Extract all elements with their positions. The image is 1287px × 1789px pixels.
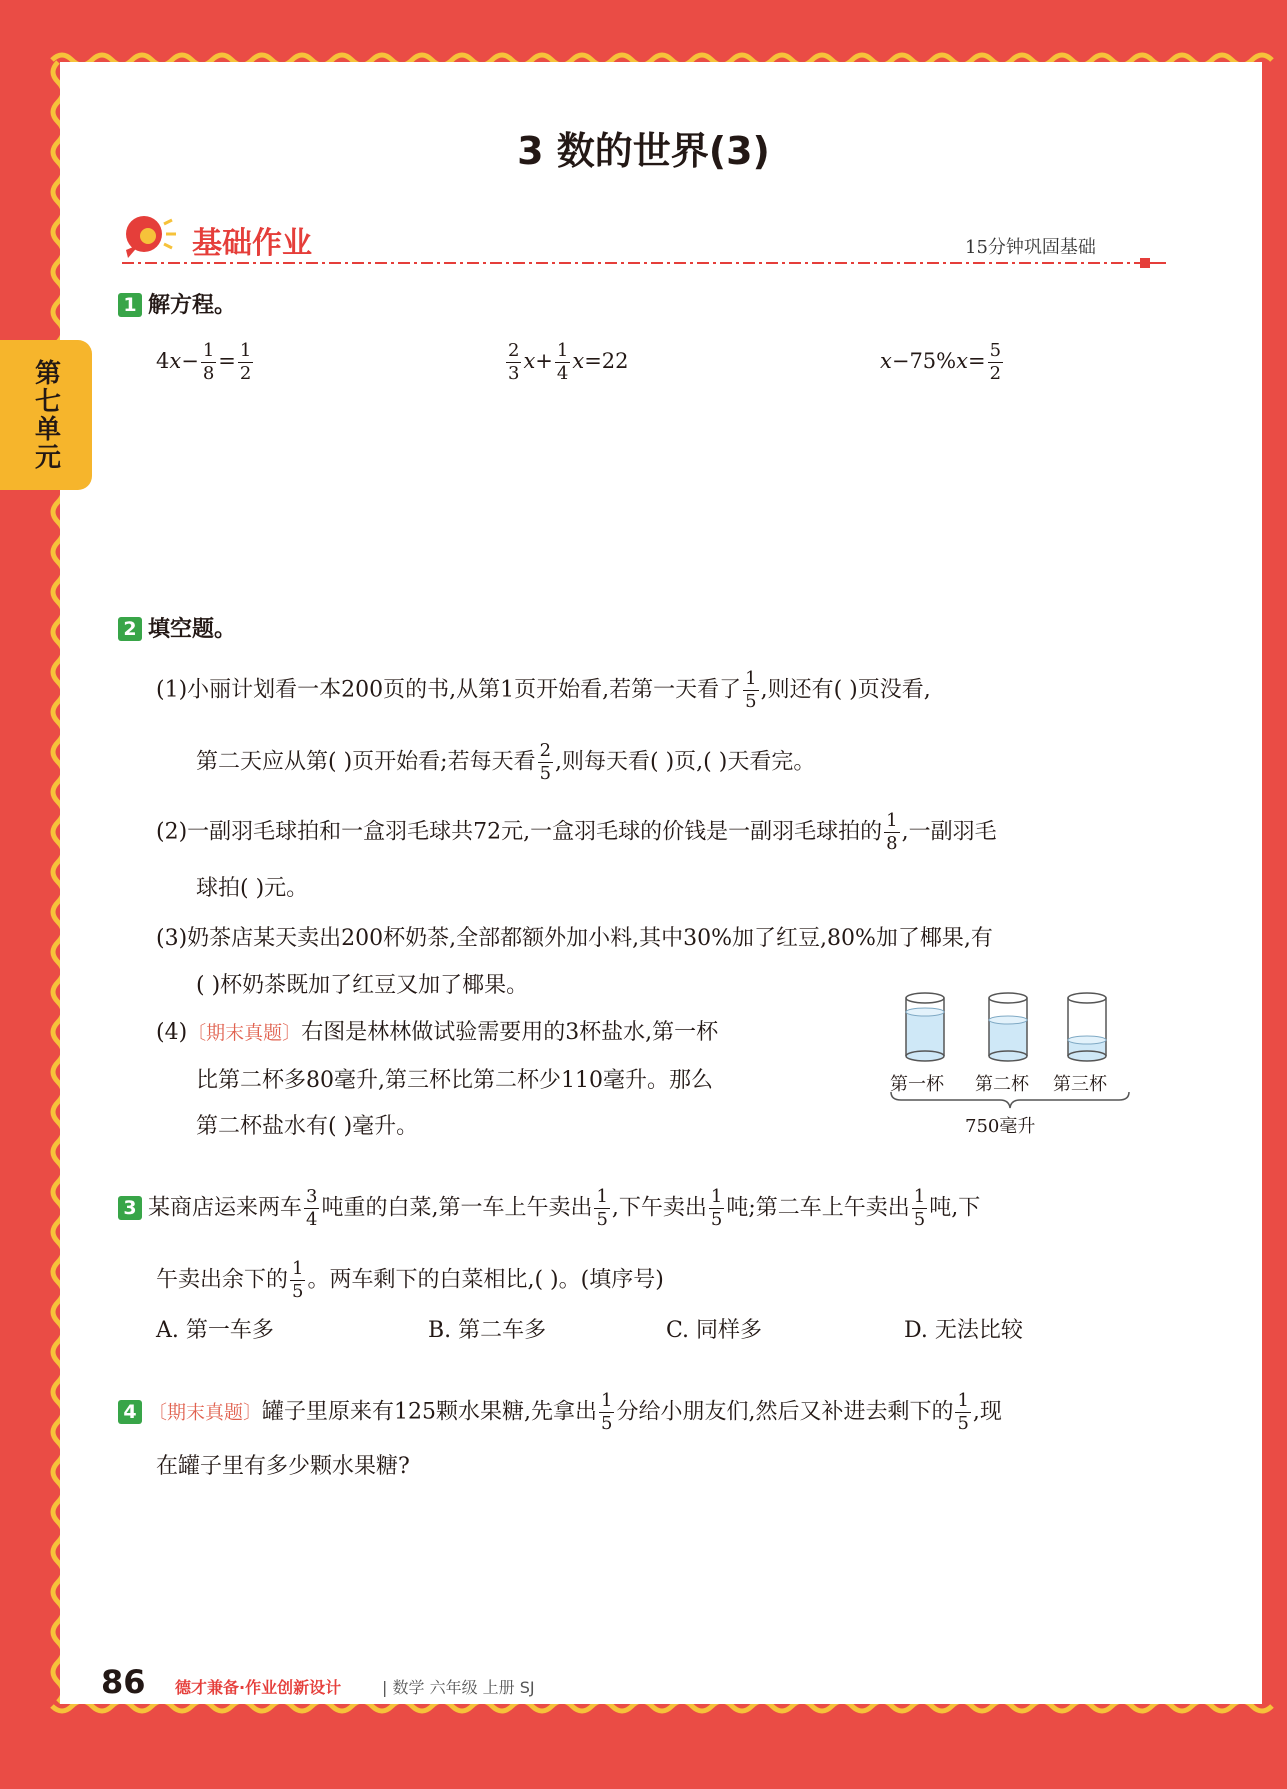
q1-equation-2: $\frac{2}{3}$ x+ $\frac{1}{4}$ x=22 [508, 340, 629, 384]
q4-number: 4 [118, 1400, 142, 1424]
q2-header [118, 612, 236, 643]
q2-part1-line1: (1)小丽计划看一本200页的书,从第1页开始看,若第一天看了 $\frac{1}{5}$ ,则还有( )页没看, [156, 668, 931, 712]
q2-label: 填空题。 [148, 617, 237, 642]
q2-part3-line1: (3)奶茶店某天卖出200杯奶茶,全部都额外加小料,其中30%加了红豆,80%加了椰果,有 [156, 926, 993, 951]
q2-part2-line2: 球拍( )元。 [196, 876, 309, 901]
footer-info: | 数学 六年级 上册 SJ [382, 1678, 535, 1697]
q3-line1: 3 某商店运来两车 $\frac{3}{4}$ 吨重的白菜,第一车上午卖出 $\frac{1}{5}$ ,下午卖出 $\frac{1}{5}$ 吨;第二车上午卖出 $\frac{1}{5}$ 吨,下 [118, 1188, 980, 1229]
cup-2 [989, 993, 1027, 1061]
cups-total-label: 750毫升 [965, 1116, 1036, 1137]
cup-label-1: 第一杯 [890, 1074, 944, 1095]
cup-3 [1068, 993, 1106, 1061]
cup-label-2: 第二杯 [975, 1074, 1029, 1095]
bell-icon [126, 216, 176, 258]
cup-1 [906, 993, 944, 1061]
section-title: 基础作业 [192, 226, 312, 261]
q3-option-d[interactable]: D. 无法比较 [904, 1318, 1023, 1343]
q1-header [118, 288, 236, 319]
lesson-title: 3 数的世界(3) [517, 129, 770, 173]
q2-part4-line2: 比第二杯多80毫升,第三杯比第二杯少110毫升。那么 [196, 1068, 713, 1093]
q2-part4-line3: 第二杯盐水有( )毫升。 [196, 1114, 419, 1139]
q1-label: 解方程。 [148, 293, 237, 318]
q3-option-c[interactable]: C. 同样多 [666, 1318, 763, 1343]
footer-brand: 德才兼备·作业创新设计 [175, 1678, 342, 1697]
q2-number: 2 [118, 617, 142, 641]
q2-part1-line2: 第二天应从第( )页开始看;若每天看 $\frac{2}{5}$ ,则每天看( )页,( )天看完。 [196, 740, 816, 784]
q3-option-a[interactable]: A. 第一车多 [156, 1318, 274, 1343]
q1-equation-1: 4x− $\frac{1}{8}$ = $\frac{1}{2}$ [156, 340, 252, 384]
exam-tag: 〔期末真题〕 [187, 1022, 302, 1044]
q1-equation-3: x−75%x= $\frac{5}{2}$ [880, 340, 1002, 384]
cup-label-3: 第三杯 [1053, 1074, 1107, 1095]
unit-tab [0, 340, 92, 490]
q2-part4-line1: (4)〔期末真题〕右图是林林做试验需要用的3杯盐水,第一杯 [156, 1020, 719, 1045]
q2-part2-line1: (2)一副羽毛球拍和一盒羽毛球共72元,一盒羽毛球的价钱是一副羽毛球拍的 $\frac{1}{8}$ ,一副羽毛 [156, 810, 997, 854]
q3-option-b[interactable]: B. 第二车多 [428, 1318, 547, 1343]
q4-line2: 在罐子里有多少颗水果糖? [156, 1454, 410, 1479]
q4-line1: 4 〔期末真题〕罐子里原来有125颗水果糖,先拿出 $\frac{1}{5}$ 分给小朋友们,然后又补进去剩下的 $\frac{1}{5}$ ,现 [118, 1392, 1002, 1433]
q2-part3-line2: ( )杯奶茶既加了红豆又加了椰果。 [196, 973, 529, 998]
unit-tab-label: 第七单元 [30, 359, 61, 471]
exam-tag: 〔期末真题〕 [148, 1401, 263, 1424]
q1-number: 1 [118, 293, 142, 317]
q3-line2: 午卖出余下的 $\frac{1}{5}$ 。两车剩下的白菜相比,( )。(填序号) [156, 1258, 664, 1302]
page-number: 86 [101, 1663, 146, 1701]
q3-number: 3 [118, 1196, 142, 1220]
section-subtitle: 15分钟巩固基础 [965, 237, 1096, 258]
